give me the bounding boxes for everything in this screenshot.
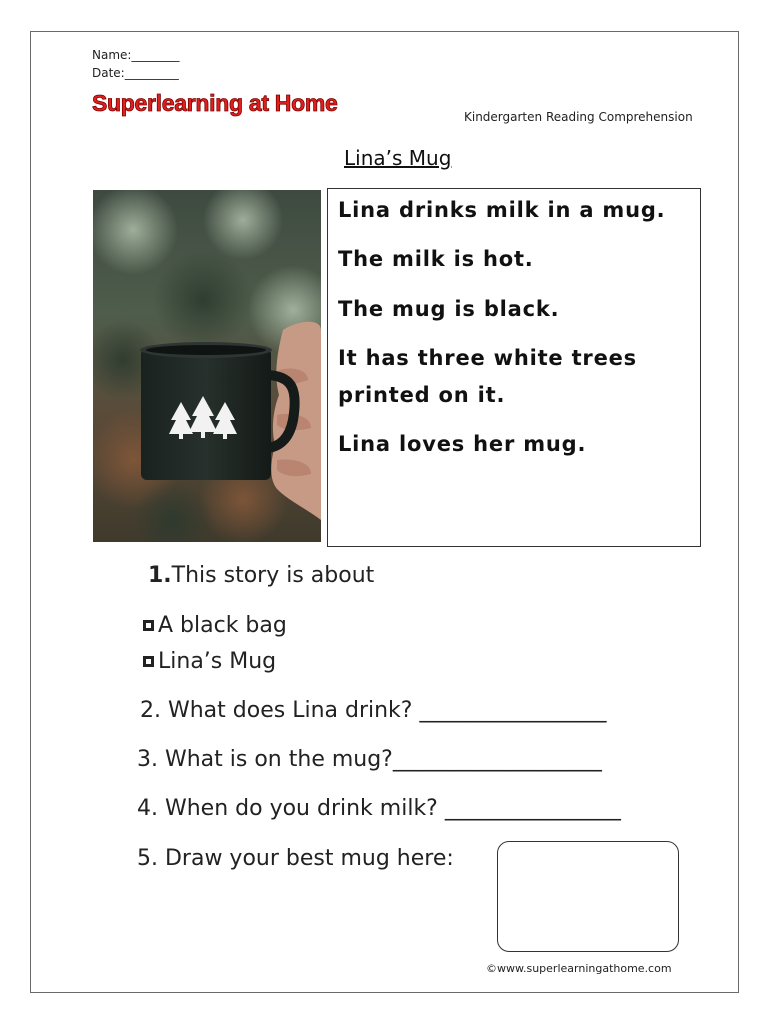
question-2[interactable]: 2. What does Lina drink? _________________ [140, 698, 607, 723]
checkbox-icon[interactable] [143, 656, 154, 667]
checkbox-icon[interactable] [143, 620, 154, 631]
name-field-label: Name:________ [92, 48, 180, 62]
question-1-text: This story is about [171, 563, 375, 588]
story-line: Lina drinks milk in a mug. [338, 198, 666, 222]
question-1 [148, 563, 374, 588]
brand-title: Superlearning at Home [92, 90, 338, 116]
answer-option[interactable] [143, 613, 287, 638]
drawing-box[interactable] [497, 841, 679, 952]
story-line: The milk is hot. [338, 247, 534, 271]
worksheet-subtitle: Kindergarten Reading Comprehension [464, 110, 693, 124]
answer-option-label: A black bag [158, 613, 287, 638]
story-line: It has three white trees [338, 346, 637, 370]
story-title: Lina’s Mug [344, 146, 452, 170]
question-1-number: 1. [148, 563, 172, 588]
date-field-label: Date:_________ [92, 66, 179, 80]
question-3[interactable]: 3. What is on the mug?___________________ [137, 747, 602, 772]
story-line: Lina loves her mug. [338, 432, 587, 456]
answer-option[interactable] [143, 649, 276, 674]
footer-copyright: ©www.superlearningathome.com [486, 962, 672, 975]
mug-photo [93, 190, 321, 542]
story-line: printed on it. [338, 383, 506, 407]
question-4[interactable]: 4. When do you drink milk? ________________ [137, 796, 621, 821]
story-line: The mug is black. [338, 297, 560, 321]
answer-option-label: Lina’s Mug [158, 649, 277, 674]
question-5: 5. Draw your best mug here: [137, 846, 454, 871]
